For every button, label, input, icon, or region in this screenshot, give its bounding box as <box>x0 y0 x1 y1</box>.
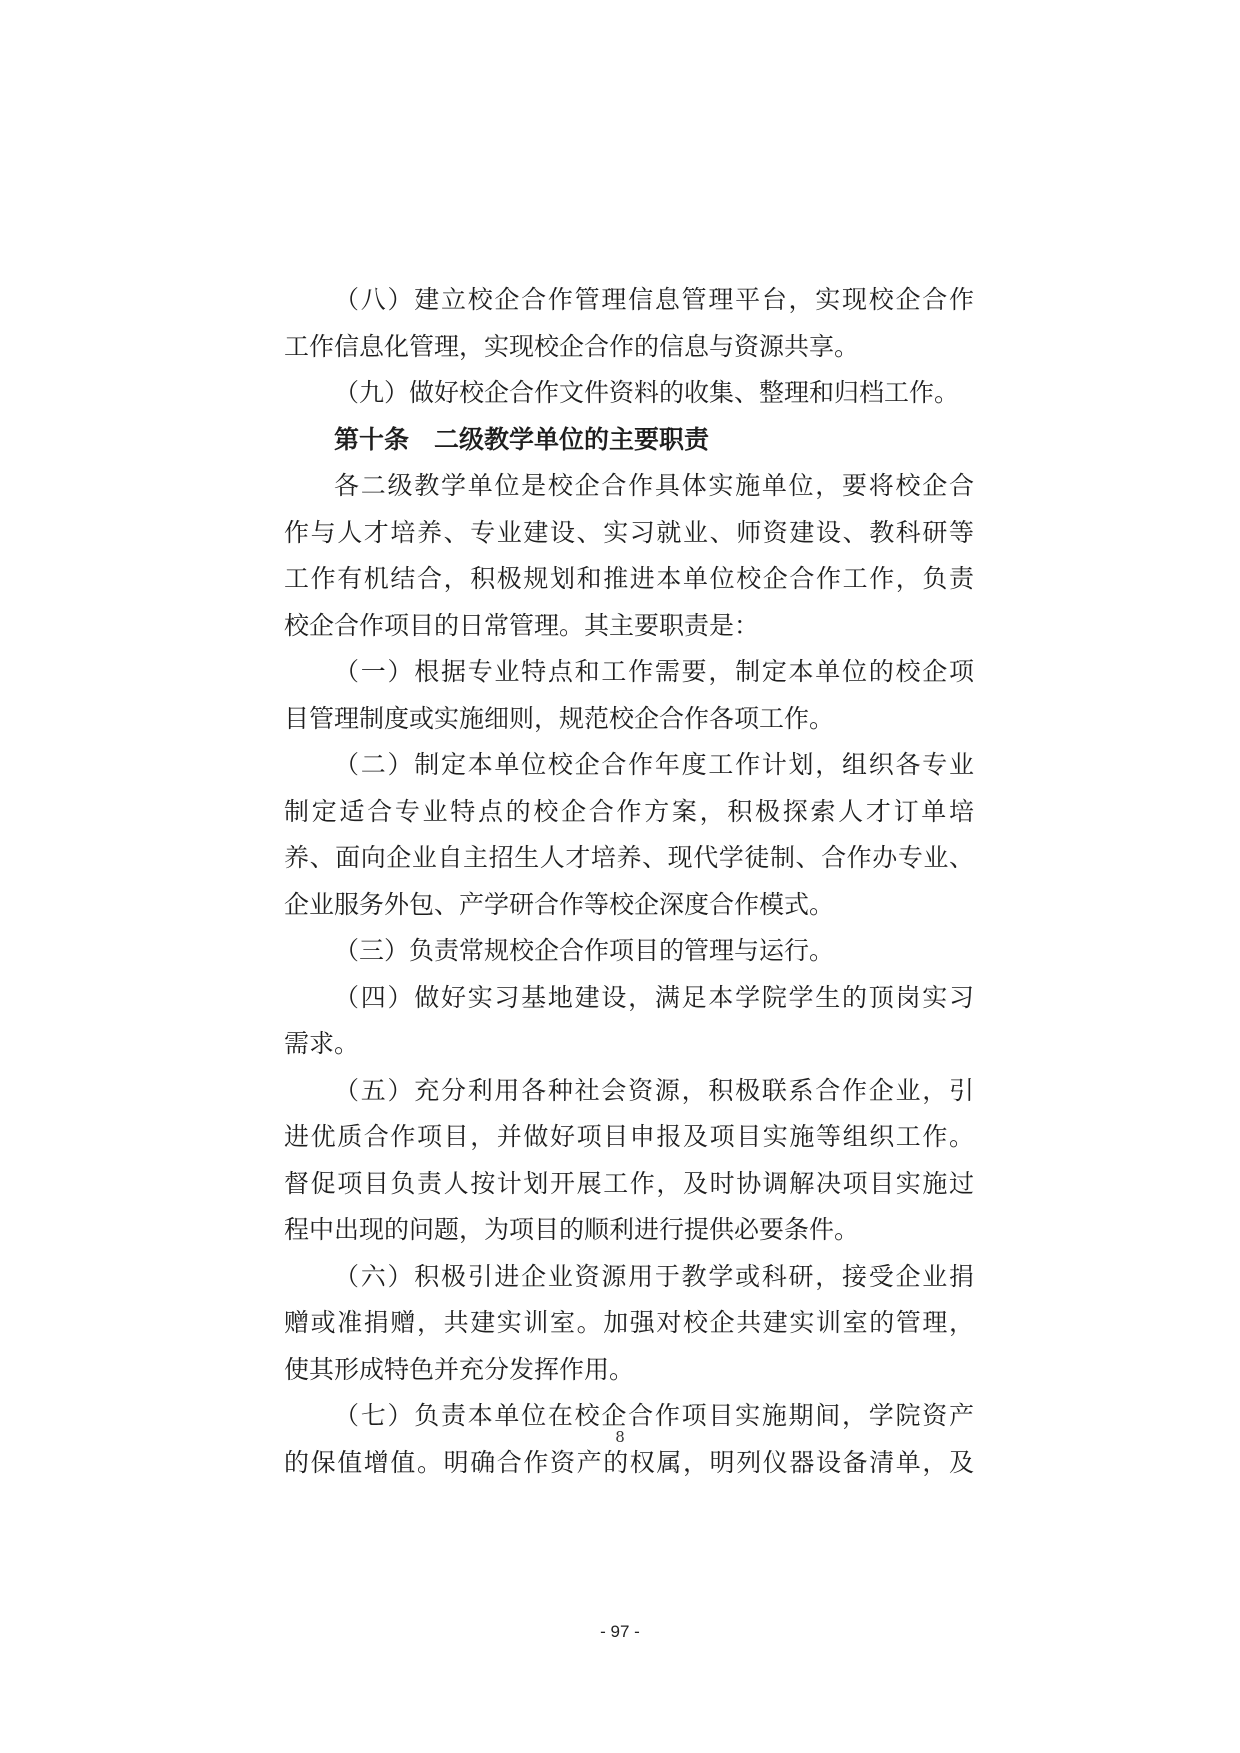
paragraph-line: 赠或准捐赠，共建实训室。加强对校企共建实训室的管理， <box>284 1308 974 1337</box>
paragraph-line: （五）充分利用各种社会资源，积极联系合作企业，引 <box>334 1075 974 1105</box>
paragraph-line: 各二级教学单位是校企合作具体实施单位，要将校企合 <box>334 471 974 500</box>
paragraph-line: 的保值增值。明确合作资产的权属，明列仪器设备清单，及 <box>284 1447 974 1477</box>
paragraph-line: 校企合作项目的日常管理。其主要职责是： <box>284 610 760 640</box>
paragraph-line: （八）建立校企合作管理信息管理平台，实现校企合作 <box>334 285 974 314</box>
paragraph-line: 督促项目负责人按计划开展工作，及时协调解决项目实施过 <box>284 1168 974 1198</box>
paragraph-line: 目管理制度或实施细则，规范校企合作各项工作。 <box>284 703 835 733</box>
paragraph-line: 制定适合专业特点的校企合作方案，积极探索人才订单培 <box>284 796 974 826</box>
paragraph-line: 使其形成特色并充分发挥作用。 <box>284 1354 635 1384</box>
paragraph-line: （九）做好校企合作文件资料的收集、整理和归档工作。 <box>334 378 960 407</box>
paragraph-line: 作与人才培养、专业建设、实习就业、师资建设、教科研等 <box>284 517 974 547</box>
paragraph-line: （三）负责常规校企合作项目的管理与运行。 <box>334 936 835 965</box>
paragraph-line: 企业服务外包、产学研合作等校企深度合作模式。 <box>284 889 835 919</box>
section-heading: 第十条 二级教学单位的主要职责 <box>334 424 710 454</box>
paragraph-line: 工作信息化管理，实现校企合作的信息与资源共享。 <box>284 331 860 361</box>
document-body <box>284 280 974 1489</box>
paragraph-line: 程中出现的问题，为项目的顺利进行提供必要条件。 <box>284 1215 860 1244</box>
paragraph-line: 需求。 <box>284 1029 360 1058</box>
inner-page-number: 8 <box>615 1428 625 1446</box>
footer-page-number: - 97 - <box>600 1622 640 1641</box>
paragraph-line: （二）制定本单位校企合作年度工作计划，组织各专业 <box>334 750 974 779</box>
paragraph-line: （六）积极引进企业资源用于教学或科研，接受企业捐 <box>334 1261 974 1291</box>
paragraph-line: （四）做好实习基地建设，满足本学院学生的顶岗实习 <box>334 982 974 1012</box>
paragraph-line: 养、面向企业自主招生人才培养、现代学徒制、合作办专业、 <box>284 843 974 872</box>
paragraph-line: 工作有机结合，积极规划和推进本单位校企合作工作，负责 <box>284 564 974 593</box>
paragraph-line: （一）根据专业特点和工作需要，制定本单位的校企项 <box>334 657 974 686</box>
paragraph-line: 进优质合作项目，并做好项目申报及项目实施等组织工作。 <box>284 1122 974 1151</box>
paragraph-line: （七）负责本单位在校企合作项目实施期间，学院资产 <box>334 1401 974 1430</box>
